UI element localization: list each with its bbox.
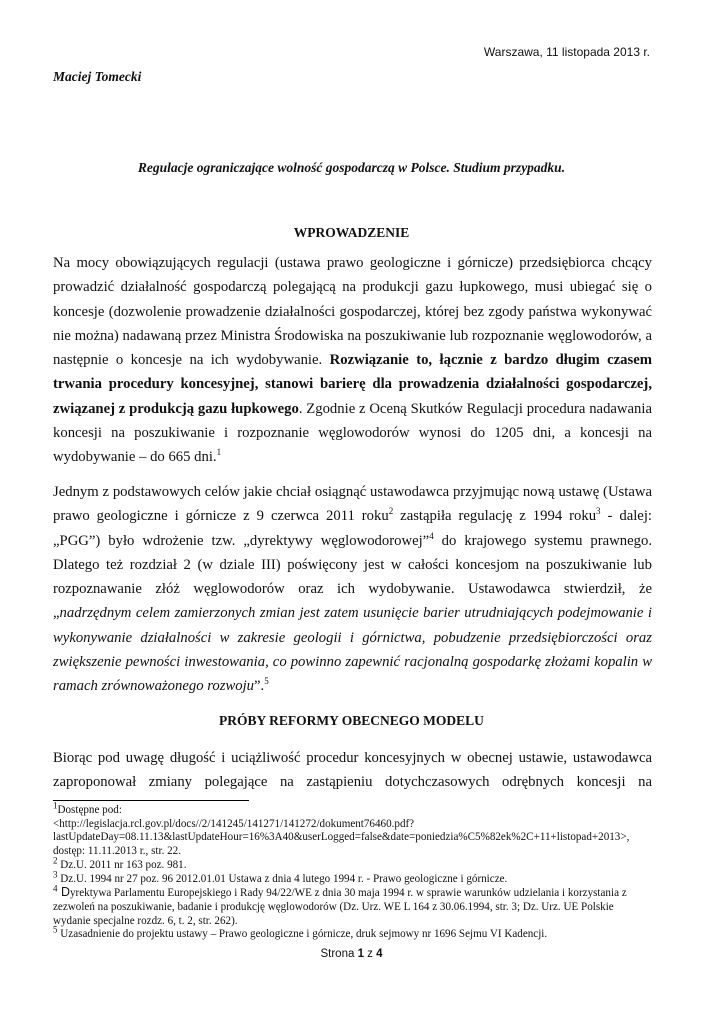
document-date: Warszawa, 11 listopada 2013 r. — [483, 45, 650, 59]
footnote-number: 1 — [53, 800, 58, 811]
current-page: 1 — [357, 948, 364, 960]
text-run: zastąpiła regulację z 1994 roku — [393, 508, 597, 525]
text-run: . Zgodnie z Oceną Skutków Regulacji procedura nadawania koncesji na poszukiwanie i rozpoznanie węglowodorów wynosi do 1205 dni, a koncesji na wydobywanie – do 665 dni. — [53, 400, 652, 466]
footnote-4 — [53, 883, 650, 928]
footnote-2 — [53, 855, 650, 873]
text-run: - dalej: „PGG”) było wdrożenie tzw. „dyrektywy węglowodorowej” — [53, 508, 652, 549]
paragraph-reform-1: Biorąc pod uwagę długość i uciążliwość procedur koncesyjnych w obecnej ustawie, ustawodawca zaproponował zmiany polegające na zastąpieniu dotychczasowych odrębnych koncesji na — [53, 750, 652, 791]
footnote-text: Dz.U. 1994 nr 27 poz. 96 2012.01.01 Ustawa z dnia 4 lutego 1994 r. - Prawo geologiczne i górnicze. — [57, 872, 508, 885]
author-name: Maciej Tomecki — [53, 69, 142, 84]
footnote-ref[interactable]: 2 — [388, 506, 394, 517]
document-title: Regulacje ograniczające wolność gospodarczą w Polsce. Studium przypadku. — [137, 160, 566, 175]
footnote-3 — [53, 868, 650, 887]
footnote-number: 3 — [53, 868, 58, 879]
footnote-ref[interactable]: 3 — [596, 506, 601, 517]
paragraph-intro-2 — [53, 480, 652, 699]
footnotes — [53, 800, 650, 942]
page-separator: z — [363, 948, 377, 960]
bold-text-run: Rozwiązanie to, łącznie z bardzo długim czasem trwania procedury koncesyjnej, stanowi barierę dla prowadzenia działalności gospodarczej, związanej z produkcją gazu łupkowego — [53, 352, 652, 417]
footnote-number: 5 — [53, 924, 58, 935]
text-run: Jednym z podstawowych celów jakie chciał osiągnąć ustawodawca przyjmując nową ustawę (Ustawa prawo geologiczne i górnicze z 9 czerwca 2011 roku — [53, 484, 652, 525]
section-heading-introduction: WPROWADZENIE — [293, 225, 410, 240]
text-run: ”. — [254, 678, 265, 695]
footnote-text: Dz.U. 2011 nr 163 poz. 981. — [57, 858, 187, 871]
footnote-1 — [53, 800, 650, 818]
footnote-1-link[interactable]: <http://legislacja.rcl.gov.pl/docs//2/141245/141271/141272/dokument76460.pdf?lastUpdateDay=08.11.13&lastUpdateHour=16%3A40&userLogged=false&date=poniedzia%C5%82ek%2C+11+listopad+2013>, dostęp: 11.11.2013 r., str. 22. — [53, 817, 630, 858]
footnote-ref[interactable]: 5 — [264, 676, 269, 687]
footnote-ref[interactable]: 4 — [429, 530, 434, 541]
text-run: do krajowego systemu prawnego. Dlatego też rozdział 2 (w dziale III) poświęcony jest w całości koncesjom na poszukiwanie lub rozpoznawanie złóż węglowodorów oraz ich wydobywanie. Ustawodawca stwierdził, że „ — [53, 532, 652, 622]
footnote-ref[interactable]: 1 — [216, 447, 222, 458]
footnote-text: Uzasadnienie do projektu ustawy – Prawo geologiczne i górnicze, druk sejmowy nr 1696 Sejmu VI Kadencji. — [57, 928, 548, 941]
footnote-text: yrektywa Parlamentu Europejskiego i Rady 94/22/WE z dnia 30 maja 1994 r. w sprawie warunków udzielania i korzystania z zezwoleń na poszukiwanie, badanie i produkcję węglowodorów (Dz. Urz. WE L 164 z 30.06.1994, str. 3; Dz. Urz. UE Polskie wydanie specjalne rozdz. 6, t. 2, str. 262). — [53, 887, 627, 927]
footnote-separator — [53, 800, 249, 801]
quoted-italic-text: nadrzędnym celem zamierzonych zmian jest zatem usunięcie barier utrudniających podejmowanie i wykonywanie działalności w zakresie geologii i górnictwa, pobudzenie przedsiębiorczości oraz zwiększenie pewności inwestowania, co powinno zapewnić racjonalną gospodarkę złożami kopalin w ramach zrównoważonego rozwoju — [53, 605, 652, 695]
footnote-number: 2 — [53, 855, 58, 866]
page-number — [0, 948, 703, 960]
footnote-text: Dostępne pod: — [57, 804, 122, 816]
text-run: Na mocy obowiązujących regulacji (ustawa prawo geologiczne i górnicze) przedsiębiorca chcący prowadzić działalność gospodarczą polegającą na produkcji gazu łupkowego, musi ubiegać się o koncesje (dozwolenie prowadzenie działalności gospodarczej, której bez zgody państwa wykonywać nie można) nadawaną przez Ministra Środowiska na poszukiwanie lub rozpoznanie węglowodorów, a następnie o koncesje na ich wydobywanie. — [53, 255, 652, 369]
footnote-initial: D — [57, 885, 70, 900]
paragraph-intro-1 — [53, 251, 652, 470]
page-label: Strona — [320, 948, 358, 960]
section-heading-reform: PRÓBY REFORMY OBECNEGO MODELU — [219, 713, 484, 728]
footnote-number: 4 — [53, 883, 58, 894]
footnote-5 — [53, 924, 650, 942]
total-pages: 4 — [376, 948, 383, 960]
